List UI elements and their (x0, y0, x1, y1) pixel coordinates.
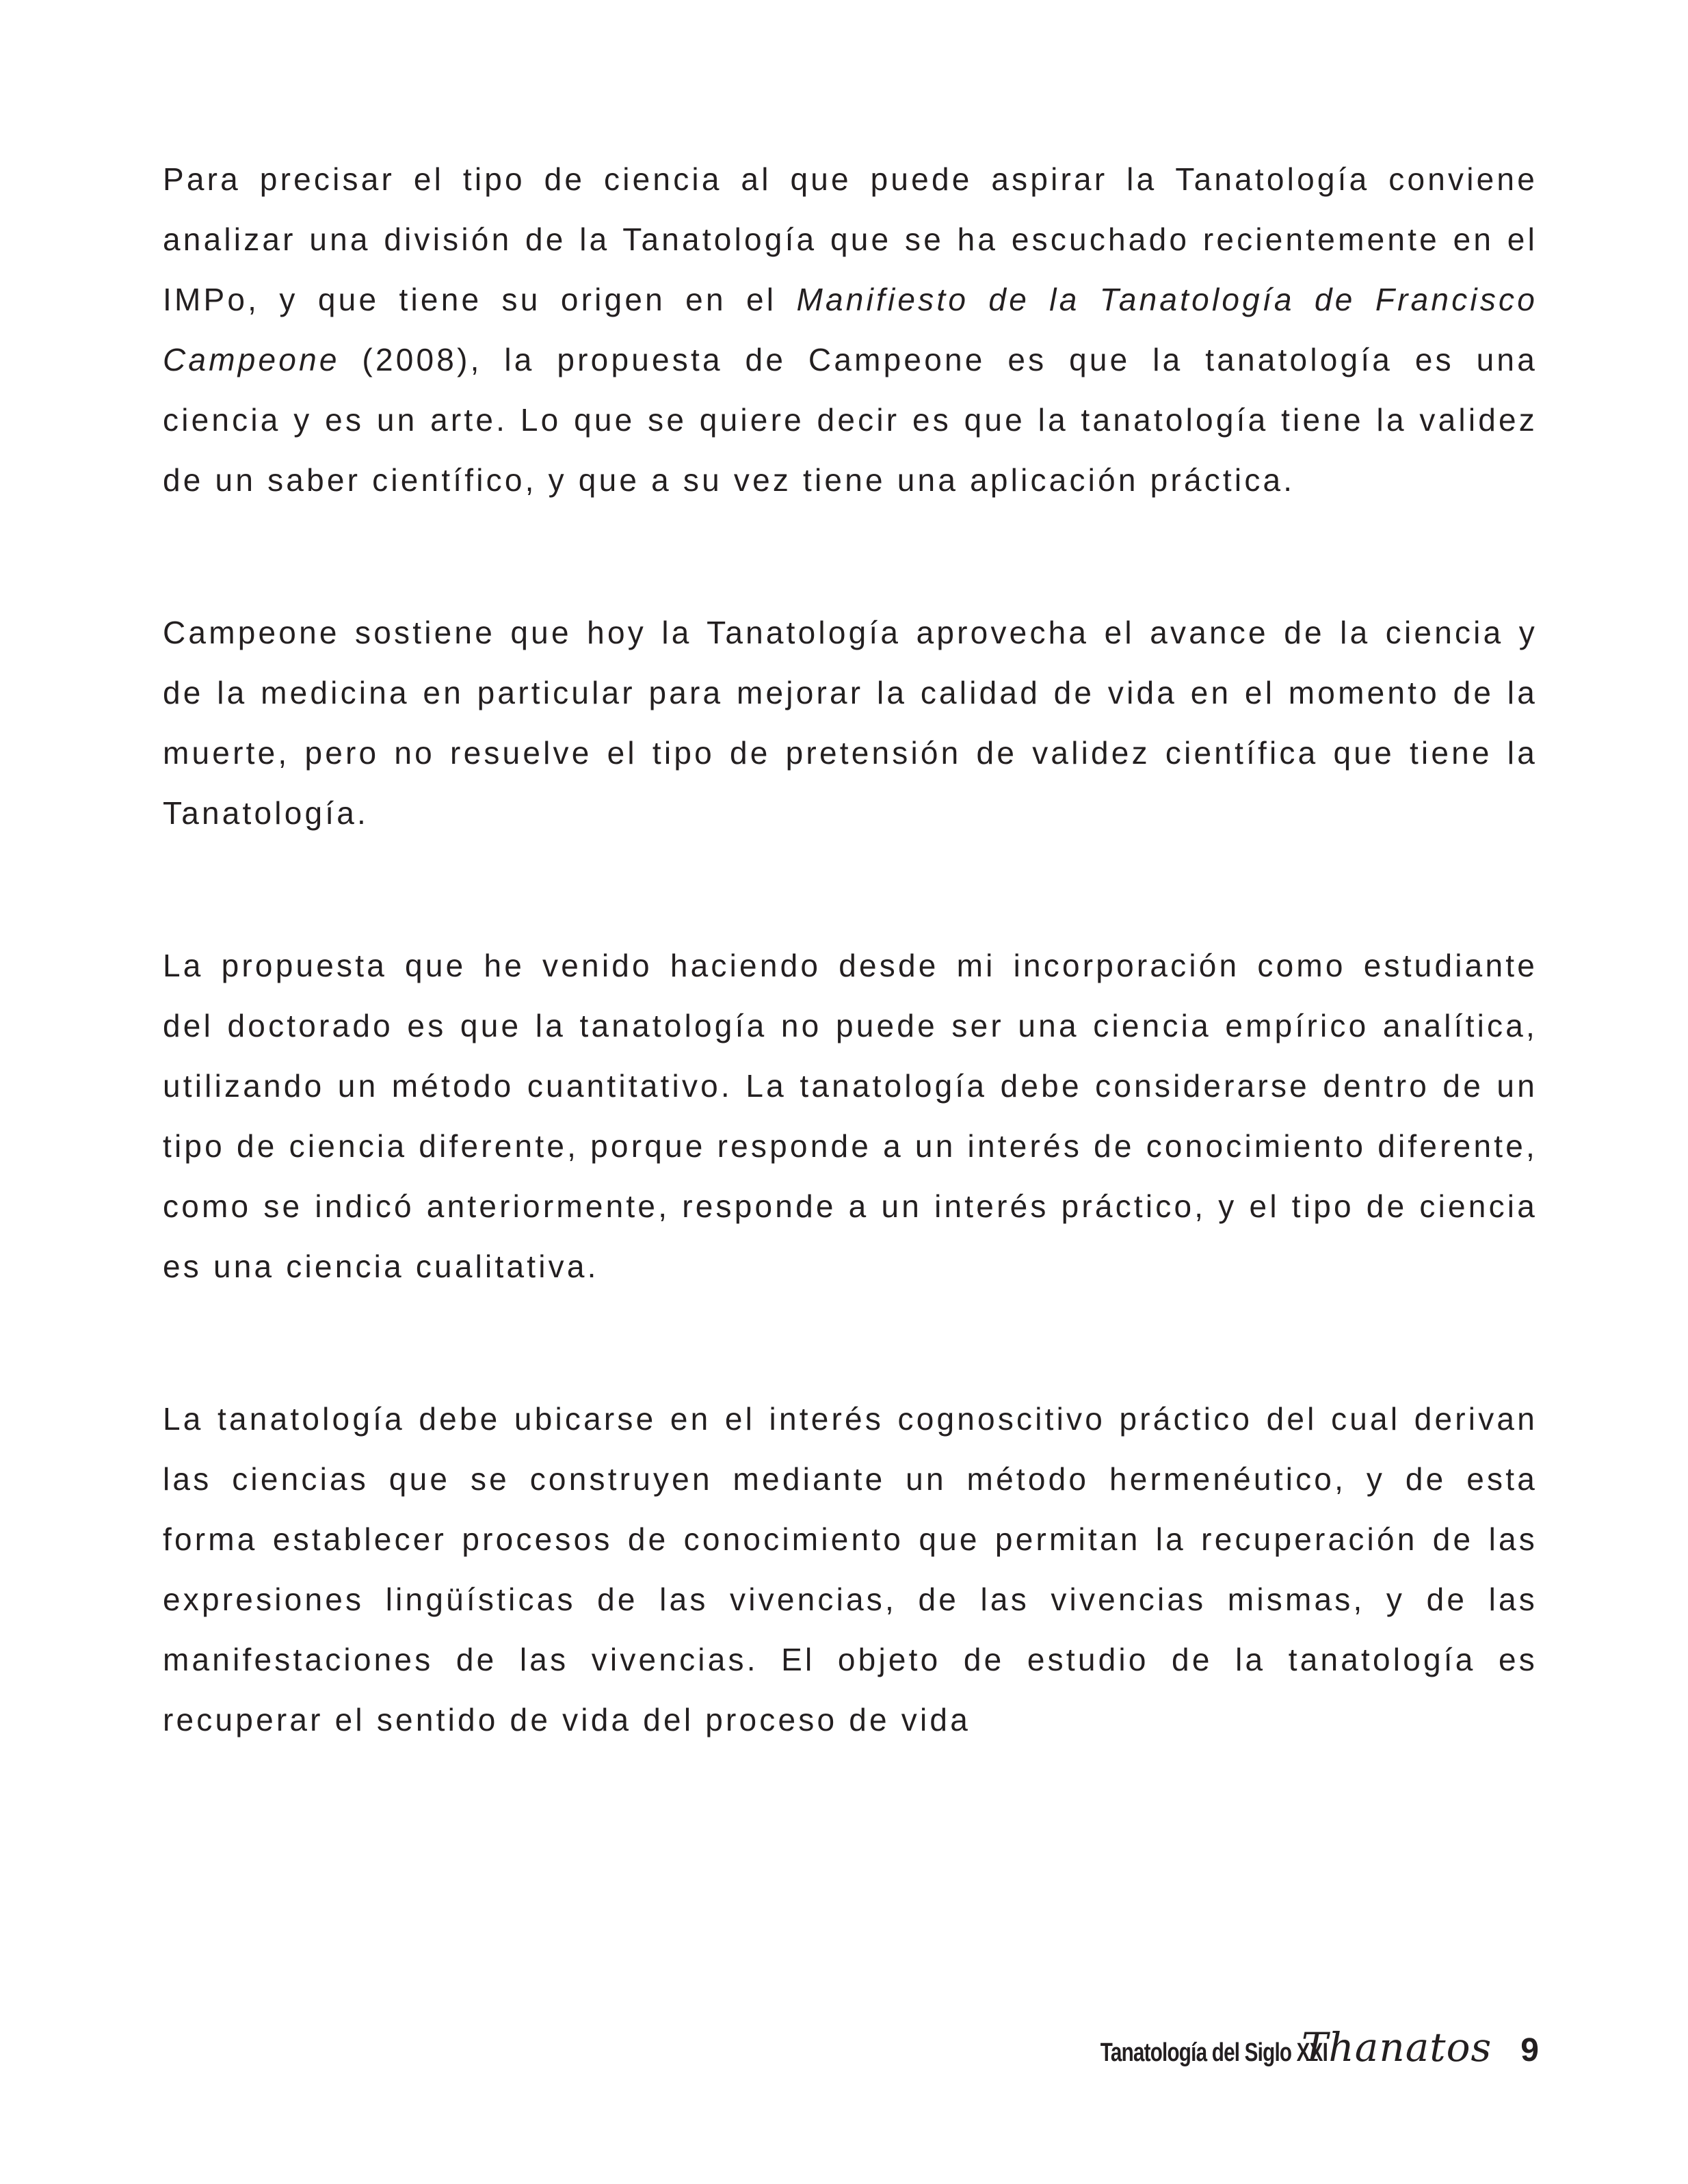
page-body (163, 149, 1538, 1842)
paragraph-3: La propuesta que he venido haciendo desde mi incorporación como estudiante del doctorado es que la tanatología no puede ser una ciencia empírico analítica, utilizando un método cuantitativo. La tanatología debe considerarse dentro de un tipo de ciencia diferente, porque responde a un interés de conocimiento diferente, como se indicó anteriormente, responde a un interés práctico, y el tipo de ciencia es una ciencia cualitativa. (163, 948, 1538, 1284)
manifesto-title: Manifiesto de la Tanatología de Francisco Campeone (163, 282, 1538, 377)
paragraph-1-text: Para precisar el tipo de ciencia al que puede aspirar la Tanatología conviene analizar una división de la Tanatología que se ha escuchado recientemente en el IMPo, y que tiene su origen en el (163, 161, 1538, 317)
paragraph-4: La tanatología debe ubicarse en el interés cognoscitivo práctico del cual derivan las ciencias que se construyen mediante un método hermenéutico, y de esta forma establecer procesos de conocimiento que permitan la recuperación de las expresiones lingüísticas de las vivencias, de las vivencias mismas, y de las manifestaciones de las vivencias. El objeto de estudio de la tanatología es recuperar el sentido de vida del proceso de vida (163, 1401, 1538, 1737)
thanatos-logo: Thanatos (1301, 2024, 1492, 2070)
page-footer (1036, 2024, 1539, 2072)
paragraph-2: Campeone sostiene que hoy la Tanatología aprovecha el avance de la ciencia y de la medicina en particular para mejorar la calidad de vida en el momento de la muerte, pero no resuelve el tipo de pretensión de validez científica que tiene la Tanatología. (163, 615, 1538, 831)
paragraph-1-text-cont: (2008), la propuesta de Campeone es que la tanatología es una ciencia y es un arte. Lo que se quiere decir es que la tanatología tiene la validez de un saber científico, y que a su vez tiene una aplicación práctica. (163, 342, 1538, 498)
page-number: 9 (1520, 2032, 1539, 2068)
paragraph-1 (163, 149, 1538, 510)
publication-title: Tanatología del Siglo XXI (1100, 2038, 1328, 2067)
